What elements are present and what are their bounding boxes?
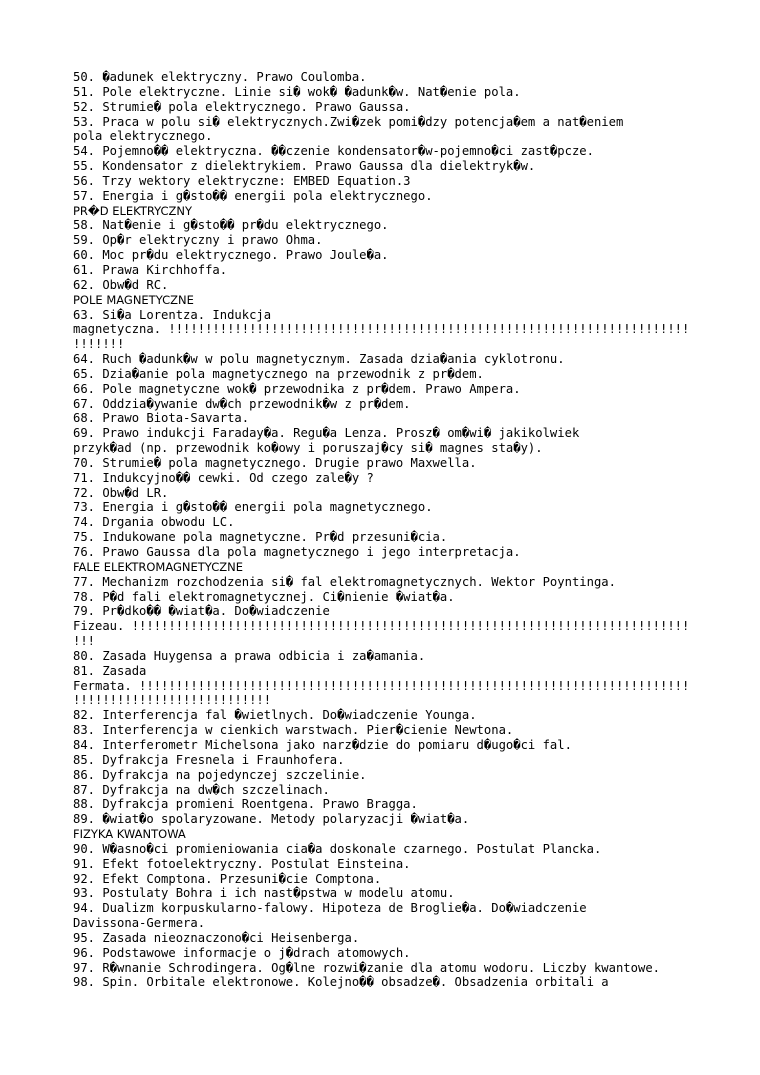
text-line: 71. Indukcyjno�� cewki. Od czego zale�y ? [73, 470, 374, 485]
text-line: 67. Oddzia�ywanie dw�ch przewodnik�w z pr�dem. [73, 396, 411, 411]
text-line: !!!!!!! [73, 337, 125, 352]
text-line: pola elektrycznego. [73, 129, 213, 144]
text-line: 65. Dzia�anie pola magnetycznego na przewodnik z pr�dem. [73, 366, 484, 381]
text-line: 54. Pojemno�� elektryczna. ��czenie kondensator�w-pojemno�ci zast�pcze. [73, 144, 594, 159]
text-line: 98. Spin. Orbitale elektronowe. Kolejno�� obsadze�. Obsadzenia orbitali a [73, 975, 609, 990]
text-line: 60. Moc pr�du elektrycznego. Prawo Joule�a. [73, 248, 389, 263]
text-line: 64. Ruch �adunk�w w polu magnetycznym. Zasada dzia�ania cyklotronu. [73, 352, 565, 367]
text-line: 90. W�asno�ci promieniowania cia�a doskonale czarnego. Postulat Plancka. [73, 841, 602, 856]
text-line: 85. Dyfrakcja Fresnela i Fraunhofera. [73, 752, 345, 767]
text-line: 59. Op�r elektryczny i prawo Ohma. [73, 233, 323, 248]
text-line: 74. Drgania obwodu LC. [73, 515, 235, 530]
text-line: 51. Pole elektryczne. Linie si� wok� �adunk�w. Nat�enie pola. [73, 84, 521, 99]
section-heading: FIZYKA KWANTOWA [73, 827, 186, 842]
text-line: 55. Kondensator z dielektrykiem. Prawo Gaussa dla dielektryk�w. [73, 159, 536, 174]
text-line: Davissona-Germera. [73, 916, 206, 931]
text-line: 78. P�d fali elektromagnetycznej. Ci�nienie �wiat�a. [73, 589, 455, 604]
text-line: 50. �adunek elektryczny. Prawo Coulomba. [73, 70, 367, 84]
text-line: Fizeau. !!!!!!!!!!!!!!!!!!!!!!!!!!!!!!!!!!!!!!!!!!!!!!!!!!!!!!!!!!!!!!!!!!!!!!!!!!!! [73, 619, 690, 634]
text-line: Fermata. !!!!!!!!!!!!!!!!!!!!!!!!!!!!!!!!!!!!!!!!!!!!!!!!!!!!!!!!!!!!!!!!!!!!!!!!!!! [73, 678, 690, 693]
text-line: 70. Strumie� pola magnetycznego. Drugie prawo Maxwella. [73, 455, 477, 470]
text-line: 84. Interferometr Michelsona jako narz�dzie do pomiaru d�ugo�ci fal. [73, 737, 572, 752]
text-line: 95. Zasada nieoznaczono�ci Heisenberga. [73, 930, 360, 945]
text-line: 62. Obw�d RC. [73, 277, 169, 292]
text-line: 75. Indukowane pola magnetyczne. Pr�d przesuni�cia. [73, 530, 448, 545]
section-heading: FALE ELEKTROMAGNETYCZNE [73, 559, 243, 574]
text-line: 94. Dualizm korpuskularno-falowy. Hipoteza de Broglie�a. Do�wiadczenie [73, 901, 587, 916]
text-line: 52. Strumie� pola elektrycznego. Prawo Gaussa. [73, 99, 411, 114]
section-heading: POLE MAGNETYCZNE [73, 292, 194, 307]
text-line: 96. Podstawowe informacje o j�drach atomowych. [73, 945, 411, 960]
text-line: 73. Energia i g�sto�� energii pola magnetycznego. [73, 500, 433, 515]
text-line: 87. Dyfrakcja na dw�ch szczelinach. [73, 782, 330, 797]
text-line: 76. Prawo Gaussa dla pola magnetycznego i jego interpretacja. [73, 545, 521, 559]
text-line: 69. Prawo indukcji Faraday�a. Regu�a Lenza. Prosz� om�wi� jakikolwiek [73, 426, 580, 441]
text-line: 81. Zasada [73, 663, 147, 678]
text-line: 80. Zasada Huygensa a prawa odbicia i za�amania. [73, 648, 426, 663]
text-line: 92. Efekt Comptona. Przesuni�cie Comptona. [73, 871, 382, 886]
text-line: 63. Si�a Lorentza. Indukcja [73, 307, 272, 322]
text-line: 53. Praca w polu si� elektrycznych.Zwi�zek pomi�dzy potencja�em a nat�eniem [73, 114, 624, 129]
text-line: 66. Pole magnetyczne wok� przewodnika z pr�dem. Prawo Ampera. [73, 381, 521, 396]
text-line: 86. Dyfrakcja na pojedynczej szczelinie. [73, 767, 367, 782]
text-line: !!!!!!!!!!!!!!!!!!!!!!!!!!! [73, 693, 272, 708]
text-line: magnetyczna. !!!!!!!!!!!!!!!!!!!!!!!!!!!!!!!!!!!!!!!!!!!!!!!!!!!!!!!!!!!!!!!!!!!!!!! [73, 322, 690, 337]
text-line: 83. Interferencja w cienkich warstwach. Pier�cienie Newtona. [73, 723, 514, 738]
text-line: 58. Nat�enie i g�sto�� pr�du elektrycznego. [73, 218, 389, 233]
text-line: 57. Energia i g�sto�� energii pola elektrycznego. [73, 188, 433, 203]
text-line: 56. Trzy wektory elektryczne: EMBED Equation.3 [73, 173, 411, 188]
section-heading: PR�D ELEKTRYCZNY [73, 203, 193, 218]
text-line: 82. Interferencja fal �wietlnych. Do�wiadczenie Younga. [73, 708, 477, 723]
text-line: 79. Pr�dko�� �wiat�a. Do�wiadczenie [73, 604, 330, 619]
text-line: 93. Postulaty Bohra i ich nast�pstwa w modelu atomu. [73, 886, 455, 901]
text-line: 77. Mechanizm rozchodzenia si� fal elektromagnetycznych. Wektor Poyntinga. [73, 574, 616, 589]
text-line: 89. �wiat�o spolaryzowane. Metody polaryzacji �wiat�a. [73, 812, 470, 827]
text-line: !!! [73, 634, 96, 649]
text-line: przyk�ad (np. przewodnik ko�owy i poruszaj�cy si� magnes sta�y). [73, 441, 543, 456]
text-line: 72. Obw�d LR. [73, 485, 169, 500]
text-line: 97. R�wnanie Schrodingera. Og�lne rozwi�zanie dla atomu wodoru. Liczby kwantowe. [73, 960, 660, 975]
document-text [73, 70, 753, 990]
text-line: 68. Prawo Biota-Savarta. [73, 411, 250, 426]
text-line: 88. Dyfrakcja promieni Roentgena. Prawo Bragga. [73, 797, 418, 812]
text-line: 61. Prawa Kirchhoffa. [73, 262, 228, 277]
text-line: 91. Efekt fotoelektryczny. Postulat Einsteina. [73, 856, 411, 871]
